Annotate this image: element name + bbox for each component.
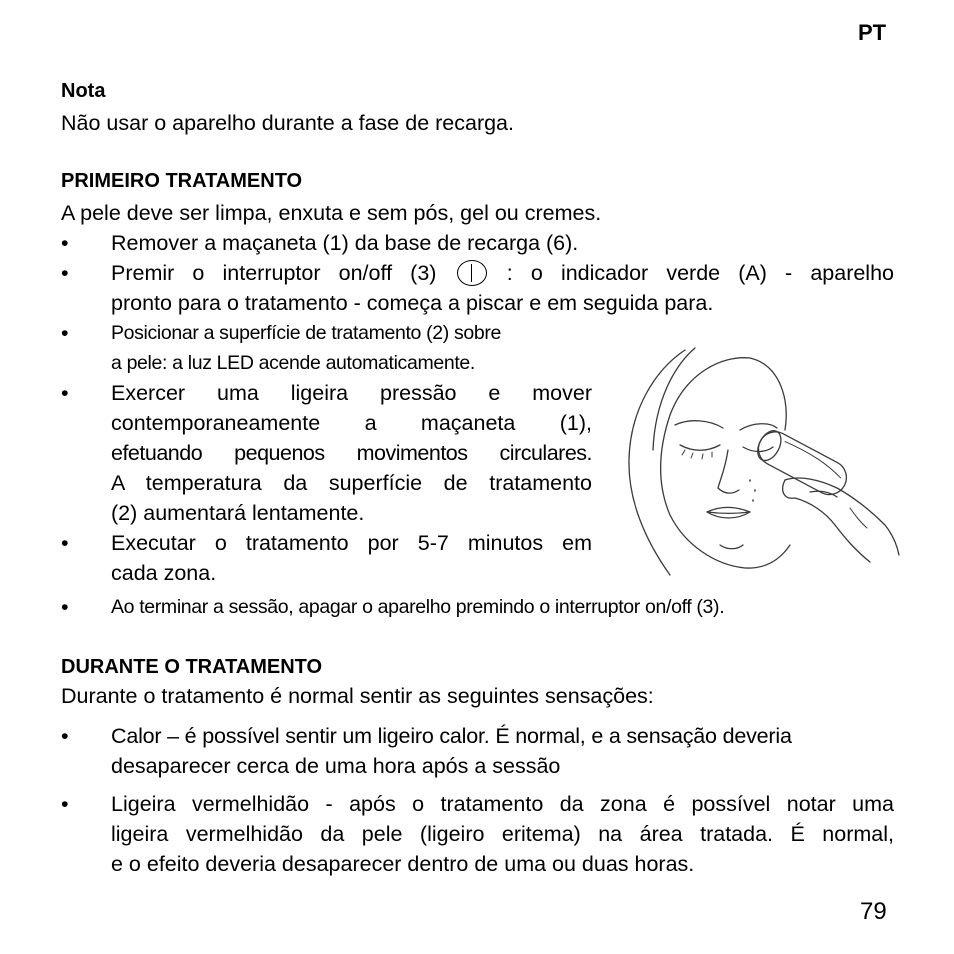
eye-left bbox=[680, 445, 720, 450]
bullet-marker: • bbox=[61, 231, 69, 255]
forehead-line bbox=[750, 358, 786, 430]
bullet-marker: • bbox=[61, 792, 69, 816]
bullet-marker: • bbox=[61, 595, 69, 619]
bullet-marker: • bbox=[61, 261, 69, 285]
durante-bullet-1-line-2: desaparecer cerca de uma hora após a sessão bbox=[111, 754, 561, 778]
nose bbox=[718, 450, 739, 493]
eyebrow-right bbox=[740, 424, 777, 430]
nota-heading: Nota bbox=[61, 80, 106, 102]
bullet-marker: • bbox=[61, 381, 69, 405]
primeiro-bullet-4-line-1: Exercer uma ligeira pressão e mover bbox=[111, 381, 592, 405]
face-treatment-illustration bbox=[615, 340, 900, 585]
bullet-marker: • bbox=[61, 724, 69, 748]
primeiro-bullet-4-line-3: efetuando pequenos movimentos circulares. bbox=[111, 441, 592, 465]
primeiro-bullet-2-text-a: Premir o interruptor on/off (3) bbox=[111, 261, 437, 285]
primeiro-intro: A pele deve ser limpa, enxuta e sem pós, gel ou cremes. bbox=[61, 201, 602, 225]
primeiro-bullet-5-line-2: cada zona. bbox=[111, 561, 217, 585]
primeiro-bullet-4-line-5: (2) aumentará lentamente. bbox=[111, 501, 365, 525]
eyebrow-left bbox=[675, 421, 723, 428]
durante-bullet-2-line-3: e o efeito deveria desaparecer dentro de uma ou duas horas. bbox=[111, 852, 695, 876]
bullet-marker: • bbox=[61, 321, 69, 345]
primeiro-bullet-3-line-2: a pele: a luz LED acende automaticamente. bbox=[111, 352, 475, 374]
durante-heading: DURANTE O TRATAMENTO bbox=[61, 656, 323, 678]
nota-text: Não usar o aparelho durante a fase de recarga. bbox=[61, 111, 514, 135]
primeiro-bullet-4-line-2: contemporaneamente a maçaneta (1), bbox=[111, 411, 592, 435]
primeiro-heading: PRIMEIRO TRATAMENTO bbox=[61, 170, 303, 192]
primeiro-bullet-2-text-b: : o indicador verde (A) - aparelho bbox=[506, 261, 894, 285]
primeiro-bullet-5-line-1: Executar o tratamento por 5-7 minutos em bbox=[111, 531, 592, 555]
durante-intro: Durante o tratamento é normal sentir as seguintes sensações: bbox=[61, 684, 654, 708]
chin bbox=[720, 545, 743, 549]
primeiro-bullet-2-line-2: pronto para o tratamento - começa a piscar e em seguida para. bbox=[111, 291, 714, 315]
page-number: 79 bbox=[860, 898, 887, 925]
durante-bullet-1-line-1: Calor – é possível sentir um ligeiro calor. É normal, e a sensação deveria bbox=[111, 724, 792, 748]
bullet-marker: • bbox=[61, 531, 69, 555]
device-icon bbox=[753, 426, 853, 501]
language-label: PT bbox=[858, 20, 887, 45]
primeiro-bullet-4-line-4: A temperatura da superfície de tratamento bbox=[111, 471, 592, 495]
durante-bullet-2-line-2: ligeira vermelhidão da pele (ligeiro eritema) na área tratada. É normal, bbox=[111, 822, 894, 846]
hair-strand bbox=[653, 348, 695, 450]
primeiro-bullet-2-line-1 bbox=[111, 258, 894, 288]
primeiro-bullet-6: Ao terminar a sessão, apagar o aparelho premindo o interruptor on/off (3). bbox=[111, 596, 725, 618]
hair-outline bbox=[629, 350, 685, 575]
primeiro-bullet-1: Remover a maçaneta (1) da base de recarga (6). bbox=[111, 231, 579, 255]
power-icon bbox=[457, 260, 487, 286]
primeiro-bullet-3-line-1: Posicionar a superfície de tratamento (2) sobre bbox=[111, 322, 502, 344]
durante-bullet-2-line-1: Ligeira vermelhidão - após o tratamento da zona é possível notar uma bbox=[111, 792, 894, 816]
